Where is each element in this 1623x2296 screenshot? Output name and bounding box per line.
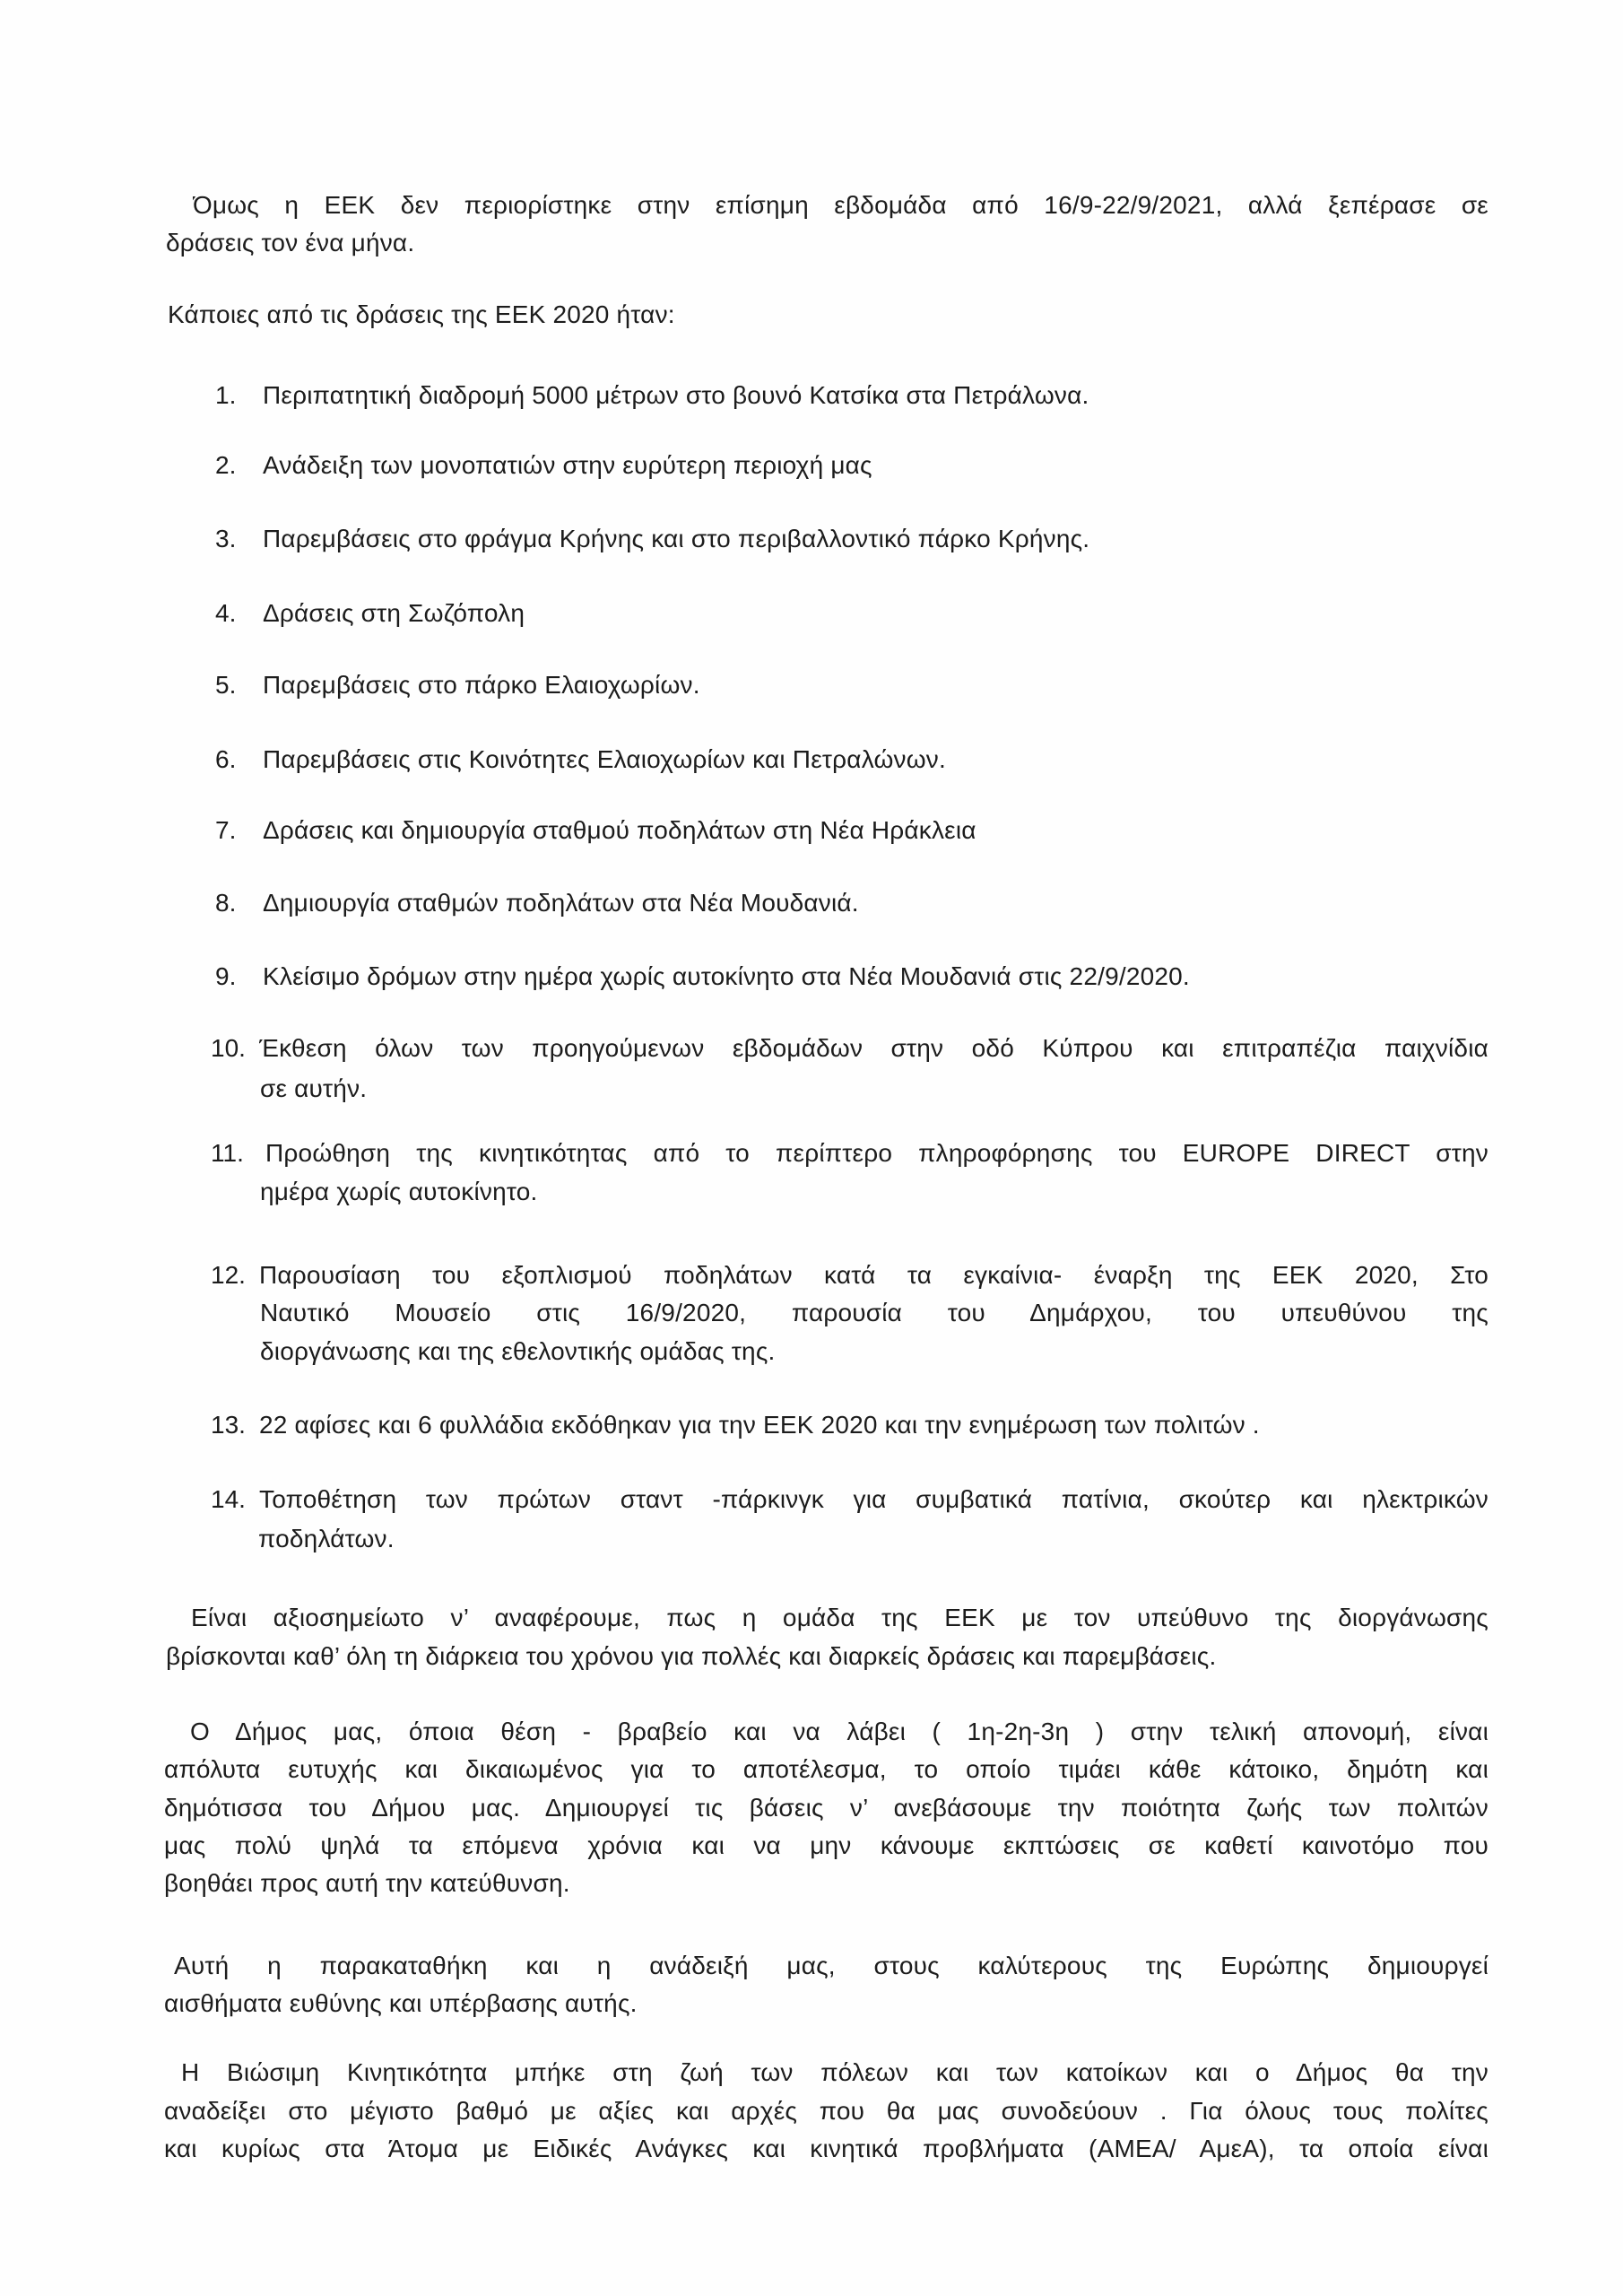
list-item-number: 1. [215, 381, 237, 409]
list-item-text-continued: Ναυτικό Μουσείο στις 16/9/2020, παρουσία του Δημάρχου, του υπευθύνου της [260, 1299, 1488, 1326]
list-item-number: 11. [211, 1139, 244, 1167]
paragraph-line: βρίσκονται καθ’ όλη τη διάρκεια του χρόνου για πολλές και διαρκείς δράσεις και παρεμβάσεις. [166, 1642, 1217, 1670]
list-item-number: 4. [215, 599, 237, 627]
list-item-text: Ανάδειξη των μονοπατιών στην ευρύτερη περιοχή μας [263, 451, 872, 479]
list-item-text-continued: ημέρα χωρίς αυτοκίνητο. [260, 1178, 538, 1205]
list-item-number: 5. [215, 671, 237, 699]
list-item-text-continued: διοργάνωσης και της εθελοντικής ομάδας της. [260, 1337, 776, 1365]
list-item-text: Παρουσίαση του εξοπλισμού ποδηλάτων κατά τα εγκαίνια- έναρξη της ΕΕΚ 2020, Στο [259, 1261, 1488, 1289]
list-item-text-continued: ποδηλάτων. [258, 1525, 395, 1552]
list-item-text: Δράσεις και δημιουργία σταθμού ποδηλάτων στη Νέα Ηράκλεια [263, 816, 976, 844]
list-item-number: 12. [211, 1261, 246, 1289]
list-item-text: Τοποθέτηση των πρώτων σταντ -πάρκινγκ για συμβατικά πατίνια, σκούτερ και ηλεκτρικών [259, 1485, 1488, 1513]
list-item-number: 3. [215, 525, 237, 552]
list-item-number: 13. [211, 1411, 246, 1439]
intro-line-1: Όμως η ΕΕΚ δεν περιορίστηκε στην επίσημη εβδομάδα από 16/9-22/9/2021, αλλά ξεπέρασε σε [193, 191, 1488, 219]
list-item-text-continued: σε αυτήν. [260, 1074, 368, 1102]
paragraph-line: Αυτή η παρακαταθήκη και η ανάδειξή μας, στους καλύτερους της Ευρώπης δημιουργεί [174, 1952, 1488, 1979]
list-item-text: Κλείσιμο δρόμων στην ημέρα χωρίς αυτοκίνητο στα Νέα Μουδανιά στις 22/9/2020. [263, 962, 1190, 990]
paragraph-line: δημότισσα του Δήμου μας. Δημιουργεί τις βάσεις ν’ ανεβάσουμε την ποιότητα ζωής των πολιτών [164, 1794, 1488, 1822]
intro-line-2: δράσεις τον ένα μήνα. [166, 229, 415, 257]
paragraph-line: και κυρίως στα Άτομα με Ειδικές Ανάγκες και κινητικά προβλήματα (ΑΜΕΑ/ ΑμεΑ), τα οποία είναι [164, 2135, 1488, 2162]
list-item-text: Παρεμβάσεις στο φράγμα Κρήνης και στο περιβαλλοντικό πάρκο Κρήνης. [263, 525, 1090, 552]
list-item-number: 2. [215, 451, 237, 479]
list-item-text: Παρεμβάσεις στο πάρκο Ελαιοχωρίων. [263, 671, 700, 699]
list-item-text: Έκθεση όλων των προηγούμενων εβδομάδων στην οδό Κύπρου και επιτραπέζια παιχνίδια [259, 1034, 1488, 1062]
list-item-text: Προώθηση της κινητικότητας από το περίπτερο πληροφόρησης του EUROPE DIRECT στην [265, 1139, 1488, 1167]
list-heading: Κάποιες από τις δράσεις της ΕΕΚ 2020 ήταν: [168, 300, 675, 328]
paragraph-line: αναδείξει στο μέγιστο βαθμό με αξίες και αρχές που θα μας συνοδεύουν . Για όλους τους πολίτες [164, 2097, 1488, 2125]
list-item-text: Δράσεις στη Σωζόπολη [263, 599, 525, 627]
list-item-text: Περιπατητική διαδρομή 5000 μέτρων στο βουνό Κατσίκα στα Πετράλωνα. [263, 381, 1089, 409]
list-item-text: Παρεμβάσεις στις Κοινότητες Ελαιοχωρίων και Πετραλώνων. [263, 745, 946, 773]
paragraph-line: βοηθάει προς αυτή την κατεύθυνση. [164, 1869, 570, 1897]
list-item-number: 8. [215, 889, 237, 917]
paragraph-line: Η Βιώσιμη Κινητικότητα μπήκε στη ζωή των πόλεων και των κατοίκων και ο Δήμος θα την [181, 2058, 1488, 2086]
paragraph-line: αισθήματα ευθύνης και υπέρβασης αυτής. [164, 1989, 638, 2017]
paragraph-line: Είναι αξιοσημείωτο ν’ αναφέρουμε, πως η ομάδα της ΕΕΚ με τον υπεύθυνο της διοργάνωσης [191, 1604, 1488, 1631]
list-item-text: Δημιουργία σταθμών ποδηλάτων στα Νέα Μουδανιά. [263, 889, 859, 917]
paragraph-line: Ο Δήμος μας, όποια θέση - βραβείο και να λάβει ( 1η-2η-3η ) στην τελική απονομή, είναι [190, 1718, 1488, 1745]
list-item-text: 22 αφίσες και 6 φυλλάδια εκδόθηκαν για την ΕΕΚ 2020 και την ενημέρωση των πολιτών . [259, 1411, 1260, 1439]
list-item-number: 14. [211, 1485, 246, 1513]
list-item-number: 10. [211, 1034, 246, 1062]
paragraph-line: μας πολύ ψηλά τα επόμενα χρόνια και να μην κάνουμε εκπτώσεις σε καθετί καινοτόμο που [164, 1831, 1488, 1859]
list-item-number: 7. [215, 816, 237, 844]
list-item-number: 6. [215, 745, 237, 773]
paragraph-line: απόλυτα ευτυχής και δικαιωμένος για το αποτέλεσμα, το οποίο τιμάει κάθε κάτοικο, δημότη και [164, 1755, 1488, 1783]
list-item-number: 9. [215, 962, 237, 990]
